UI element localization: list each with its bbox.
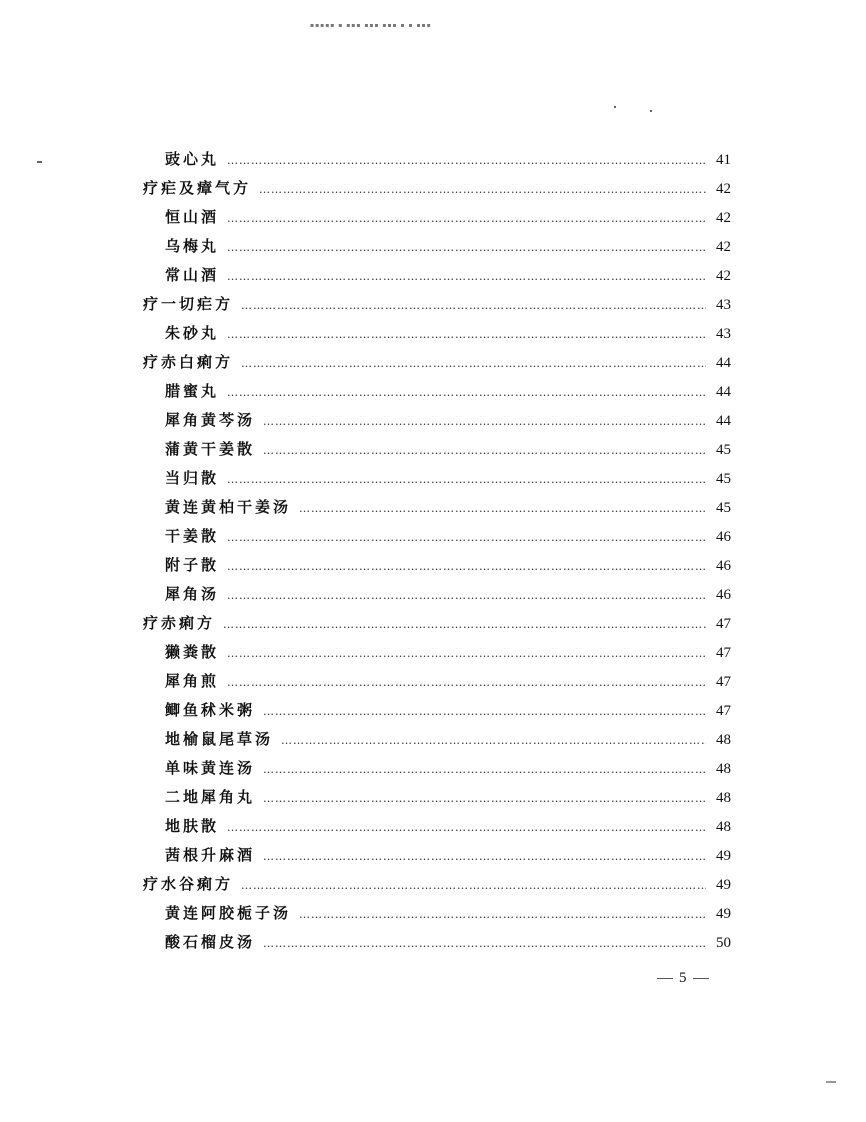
toc-entry[interactable] [165,554,740,580]
toc-entry-page: 48 [716,761,731,777]
dot-leader [227,386,706,399]
toc-entry-page: 41 [716,152,731,168]
dot-leader [241,879,706,892]
toc-entry-title: 酸石榴皮汤 [165,933,256,951]
toc-entry-page: 47 [716,674,731,690]
page-footer [651,970,715,987]
dot-leader [227,531,706,544]
toc-entry-title: 疗赤痢方 [143,614,216,632]
dot-leader [227,241,706,254]
toc-entry-page: 42 [716,181,731,197]
toc-entry-title: 常山酒 [165,266,220,284]
toc-entry[interactable] [165,757,740,783]
page-number: 5 [679,970,687,986]
toc-entry[interactable] [165,699,740,725]
toc-entry-page: 44 [716,384,731,400]
dot-leader [263,792,706,805]
toc-entry[interactable] [165,670,740,696]
toc-entry-title: 单味黄连汤 [165,759,256,777]
toc-entry-title: 黄连黄柏干姜汤 [165,498,292,516]
toc-entry-page: 49 [716,877,731,893]
toc-entry[interactable] [165,786,740,812]
toc-entry-page: 47 [716,645,731,661]
toc-entry-page: 45 [716,500,731,516]
toc-section-entry[interactable] [143,873,740,899]
dot-leader [241,357,706,370]
dot-leader [263,850,706,863]
dot-leader [263,444,706,457]
toc-section-entry[interactable] [143,177,740,203]
dot-leader [223,618,706,631]
toc-entry-page: 50 [716,935,731,951]
toc-section-entry[interactable] [143,351,740,377]
toc-section-entry[interactable] [143,612,740,638]
toc-entry[interactable] [165,583,740,609]
toc-entry-title: 鲫鱼秫米粥 [165,701,256,719]
scan-speck [614,106,616,108]
scan-speck [826,1081,836,1083]
toc-entry-page: 45 [716,471,731,487]
toc-section-entry[interactable] [143,293,740,319]
dot-leader [263,705,706,718]
toc-entry-title: 当归散 [165,469,220,487]
toc-entry-page: 49 [716,848,731,864]
toc-entry-page: 49 [716,906,731,922]
toc-entry-page: 48 [716,790,731,806]
toc-entry[interactable] [165,264,740,290]
dot-leader [263,763,706,776]
dot-leader [263,415,706,428]
toc-entry-title: 蒲黄干姜散 [165,440,256,458]
toc-entry-page: 44 [716,355,731,371]
dot-leader [299,908,706,921]
toc-entry-title: 乌梅丸 [165,237,220,255]
toc-entry-page: 48 [716,819,731,835]
dot-leader [241,299,706,312]
toc-entry-title: 豉心丸 [165,150,220,168]
toc-entry-title: 犀角黄芩汤 [165,411,256,429]
dot-leader [227,212,706,225]
dot-leader [281,734,706,747]
toc-entry[interactable] [165,409,740,435]
dot-leader [227,589,706,602]
dot-leader [227,154,706,167]
dot-leader [227,328,706,341]
toc-entry[interactable] [165,496,740,522]
toc-entry-title: 腊蜜丸 [165,382,220,400]
toc-entry-title: 地榆鼠尾草汤 [165,730,274,748]
toc-entry-title: 地肤散 [165,817,220,835]
toc-entry-page: 45 [716,442,731,458]
running-head: ▪▪▪▪▪ ▪ ▪▪▪ ▪▪▪ ▪▪▪ ▪ ▪ ▪▪▪ [310,22,432,28]
toc-entry[interactable] [165,728,740,754]
dot-leader [227,560,706,573]
toc-entry-title: 黄连阿胶栀子汤 [165,904,292,922]
toc-entry[interactable] [165,931,740,957]
dot-leader [227,676,706,689]
dot-leader [259,183,706,196]
footer-dash-left [657,978,673,979]
toc-entry[interactable] [165,322,740,348]
toc-entry-title: 犀角煎 [165,672,220,690]
dot-leader [227,270,706,283]
toc-entry-title: 獭粪散 [165,643,220,661]
toc-entry-page: 44 [716,413,731,429]
toc-entry[interactable] [165,438,740,464]
dot-leader [227,647,706,660]
toc-entry-title: 犀角汤 [165,585,220,603]
toc-entry[interactable] [165,206,740,232]
toc-entry[interactable] [165,902,740,928]
toc-entry[interactable] [165,525,740,551]
toc-entry[interactable] [165,815,740,841]
toc-entry-page: 48 [716,732,731,748]
toc-entry-page: 46 [716,587,731,603]
toc-entry-page: 43 [716,326,731,342]
toc-entry-title: 朱砂丸 [165,324,220,342]
toc-entry-title: 附子散 [165,556,220,574]
toc-entry-page: 42 [716,239,731,255]
toc-entry-page: 47 [716,703,731,719]
dot-leader [263,937,706,950]
scan-mark [37,161,42,163]
toc-entry-title: 二地犀角丸 [165,788,256,806]
toc-entry-title: 干姜散 [165,527,220,545]
toc-entry[interactable] [165,235,740,261]
toc-entry-page: 42 [716,210,731,226]
toc-entry-page: 46 [716,558,731,574]
toc-entry-page: 46 [716,529,731,545]
toc-entry[interactable] [165,641,740,667]
toc-entry-page: 47 [716,616,731,632]
toc-entry-title: 疗疟及瘴气方 [143,179,252,197]
toc-entry-title: 疗一切疟方 [143,295,234,313]
dot-leader [227,473,706,486]
toc-entry-page: 43 [716,297,731,313]
dot-leader [227,821,706,834]
toc-entry-title: 疗赤白痢方 [143,353,234,371]
toc-entry-title: 疗水谷痢方 [143,875,234,893]
toc-entry[interactable] [165,380,740,406]
toc-entry[interactable] [165,467,740,493]
toc-entry-page: 42 [716,268,731,284]
toc-entry-title: 恒山酒 [165,208,220,226]
toc-entry[interactable] [165,844,740,870]
footer-dash-right [693,978,709,979]
scan-speck [650,110,652,112]
toc-entry[interactable] [165,148,740,174]
toc-entry-title: 茜根升麻酒 [165,846,256,864]
dot-leader [299,502,706,515]
